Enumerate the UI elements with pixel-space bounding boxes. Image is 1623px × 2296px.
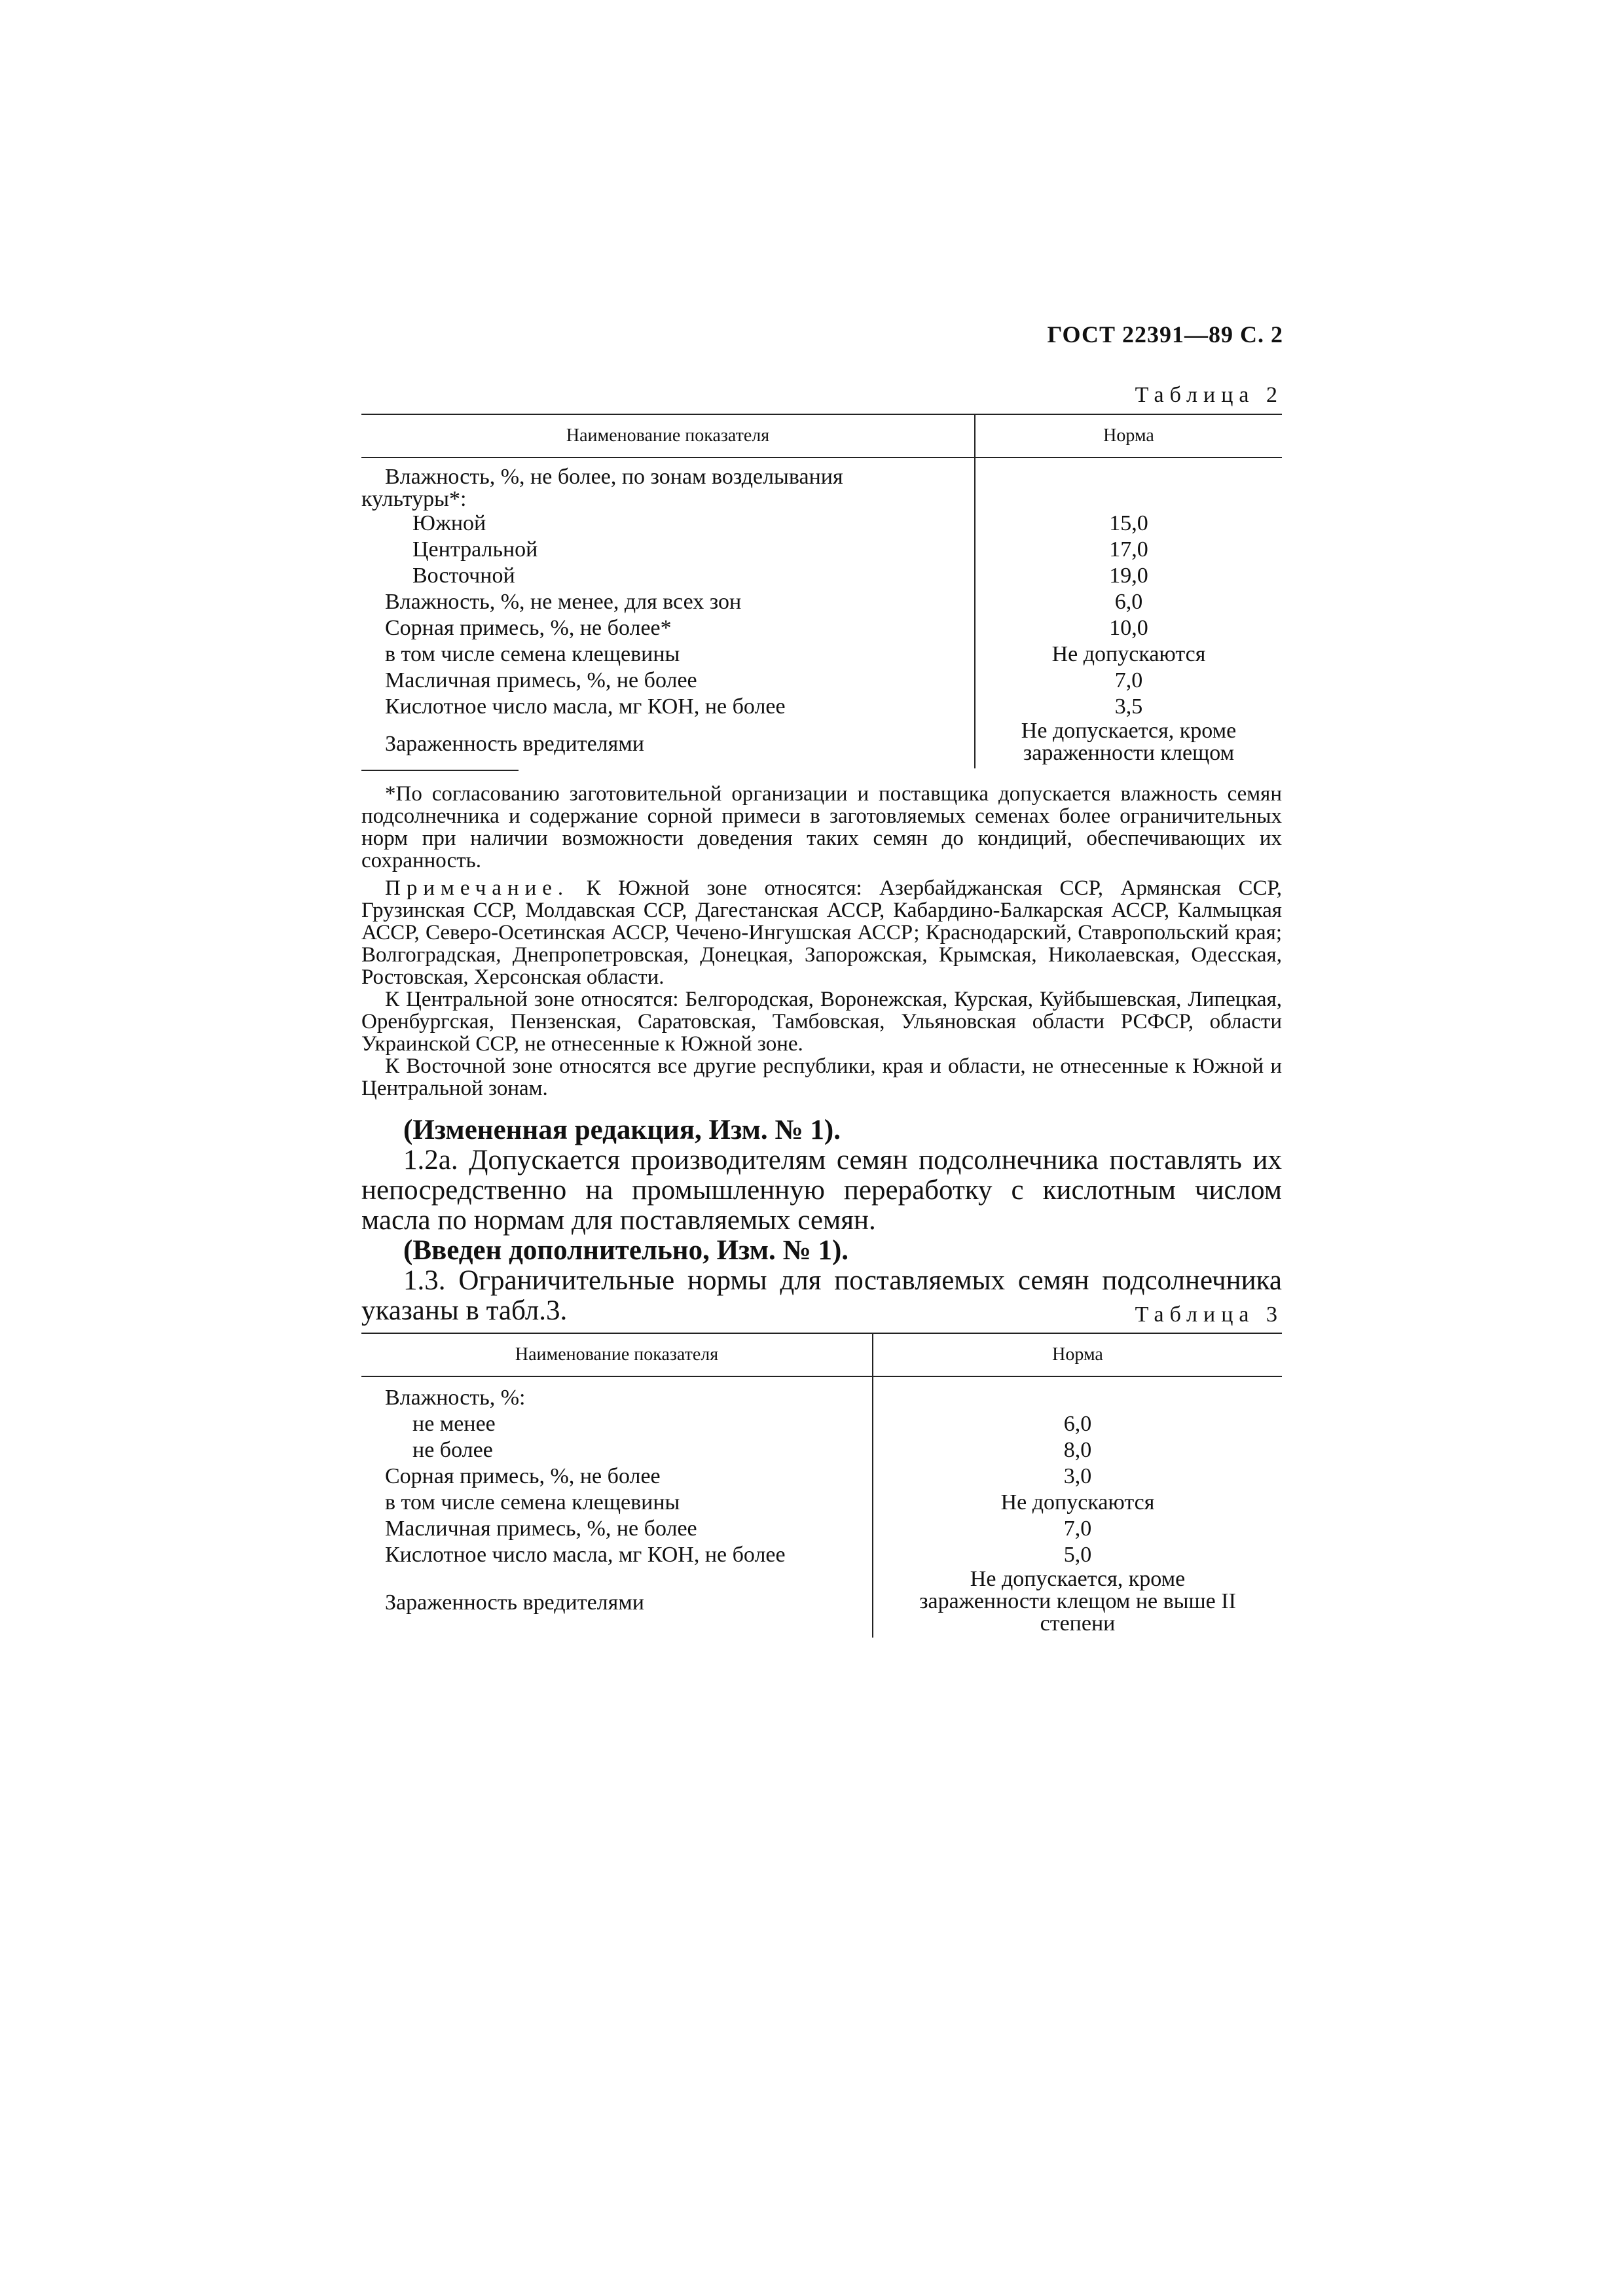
row-value: Не допускаются [873,1490,1282,1516]
row-name: в том числе семена клещевины [385,642,680,666]
table3-caption: Таблица 3 [1135,1302,1283,1327]
row-name: Восточной [412,564,515,588]
row-value: Не допускаются [975,641,1282,668]
row-value: 10,0 [975,615,1282,641]
row-name: не более [412,1438,493,1462]
table-row [361,1376,1282,1411]
footnote-block [361,783,1282,872]
row-name: не менее [412,1412,496,1436]
table-row [361,589,1282,615]
row-name: в том числе семена клещевины [385,1490,680,1515]
row-value: 7,0 [975,668,1282,694]
table2-caption: Таблица 2 [1135,383,1283,407]
table-row [361,1568,1282,1638]
table-row [361,1516,1282,1542]
table-row [361,1411,1282,1437]
row-name: Зараженность вредителями [385,1590,644,1615]
table-row [361,1542,1282,1568]
table2-col-name: Наименование показателя [361,414,975,457]
table-row [361,615,1282,641]
row-value: 17,0 [975,537,1282,563]
footnote: *По согласованию заготовительной организации и поставщика допускается влажность семян подсолнечника и содержание сорной примеси в заготовляемых семенах более ограничительных норм при наличии возможности доведения таких семян до кондиций, обеспечивающих их сохранность. [361,782,1282,872]
row-value-cont: зараженности клещом [1023,741,1235,765]
row-value: 7,0 [873,1516,1282,1542]
clause-1-3: 1.3. Ограничительные нормы для поставляемых семян подсолнечника указаны в табл.3. [361,1265,1282,1326]
row-name-cont: культуры*: [361,487,467,511]
table-row [361,1490,1282,1516]
row-name: Зараженность вредителями [385,732,644,756]
table-row [361,668,1282,694]
note-east: К Восточной зоне относятся все другие республики, края и области, не отнесенные к Южной и Центральной зонам. [361,1054,1282,1100]
row-name: Масличная примесь, %, не более [385,668,697,692]
row-value: 3,5 [975,694,1282,720]
page-header: ГОСТ 22391—89 С. 2 [1047,321,1283,348]
table-2 [361,414,1282,768]
table-row [361,1463,1282,1490]
note-label: Примечание. [385,876,570,900]
row-name: Кислотное число масла, мг КОН, не более [385,1543,786,1567]
row-name: Южной [412,511,486,535]
table3-col-name: Наименование показателя [361,1333,873,1376]
row-value: 5,0 [873,1542,1282,1568]
row-value: 8,0 [873,1437,1282,1463]
row-name: Влажность, %: [385,1386,526,1410]
table-row [361,720,1282,768]
row-name: Центральной [412,537,538,562]
amendment-note-1: (Измененная редакция, Изм. № 1). [403,1115,841,1145]
table-row [361,1437,1282,1463]
row-name: Сорная примесь, %, не более* [385,616,672,640]
table-row [361,511,1282,537]
row-value: Не допускается, кроме [1021,719,1237,743]
table-row [361,694,1282,720]
row-value: 15,0 [975,511,1282,537]
clause-1-2a: 1.2а. Допускается производителям семян подсолнечника поставлять их непосредственно на промышленную переработку с кислотным числом масла по нормам для поставляемых семян. [361,1145,1282,1236]
table2-col-norm: Норма [975,414,1282,457]
row-value: 19,0 [975,563,1282,589]
row-value: Не допускается, кроме [970,1567,1186,1591]
row-name: Кислотное число масла, мг КОН, не более [385,694,786,719]
note-south-text: К Южной зоне относятся: Азербайджанская ССР, Армянская ССР, Грузинская ССР, Молдавская ССР, Дагестанская АССР, Кабардино-Балкарская АССР, Калмыцкая АССР, Северо-Осетинская АССР, Чечено-Ингушская АССР; Краснодарский, Ставропольский края; Волгоградская, Днепропетровская, Донецкая, Запорожская, Крымская, Николаевская, Одесская, Ростовская, Херсонская области. [361,876,1283,989]
table-row [361,457,1282,511]
footnote-divider [361,770,519,771]
row-name: Масличная примесь, %, не более [385,1516,697,1541]
row-value-cont: зараженности клещом не выше II [919,1589,1236,1613]
note-block [361,877,1282,1100]
note-south [361,877,1282,988]
row-name: Влажность, %, не менее, для всех зон [385,590,742,614]
body-text [361,1115,1282,1326]
table-row [361,641,1282,668]
row-name: Влажность, %, не более, по зонам возделывания [385,465,843,489]
table-row [361,537,1282,563]
row-value-cont: степени [1040,1611,1116,1636]
amendment-note-2: (Введен дополнительно, Изм. № 1). [403,1235,849,1266]
row-name: Сорная примесь, %, не более [385,1464,661,1488]
row-value: 3,0 [873,1463,1282,1490]
row-value: 6,0 [873,1411,1282,1437]
table-3 [361,1333,1282,1638]
table3-col-norm: Норма [873,1333,1282,1376]
note-central: К Центральной зоне относятся: Белгородская, Воронежская, Курская, Куйбышевская, Липецкая, Оренбургская, Пензенская, Саратовская, Тамбовская, Ульяновская области РСФСР, области Украинской ССР, не отнесенные к Южной зоне. [361,988,1282,1056]
table-row [361,563,1282,589]
row-value: 6,0 [975,589,1282,615]
